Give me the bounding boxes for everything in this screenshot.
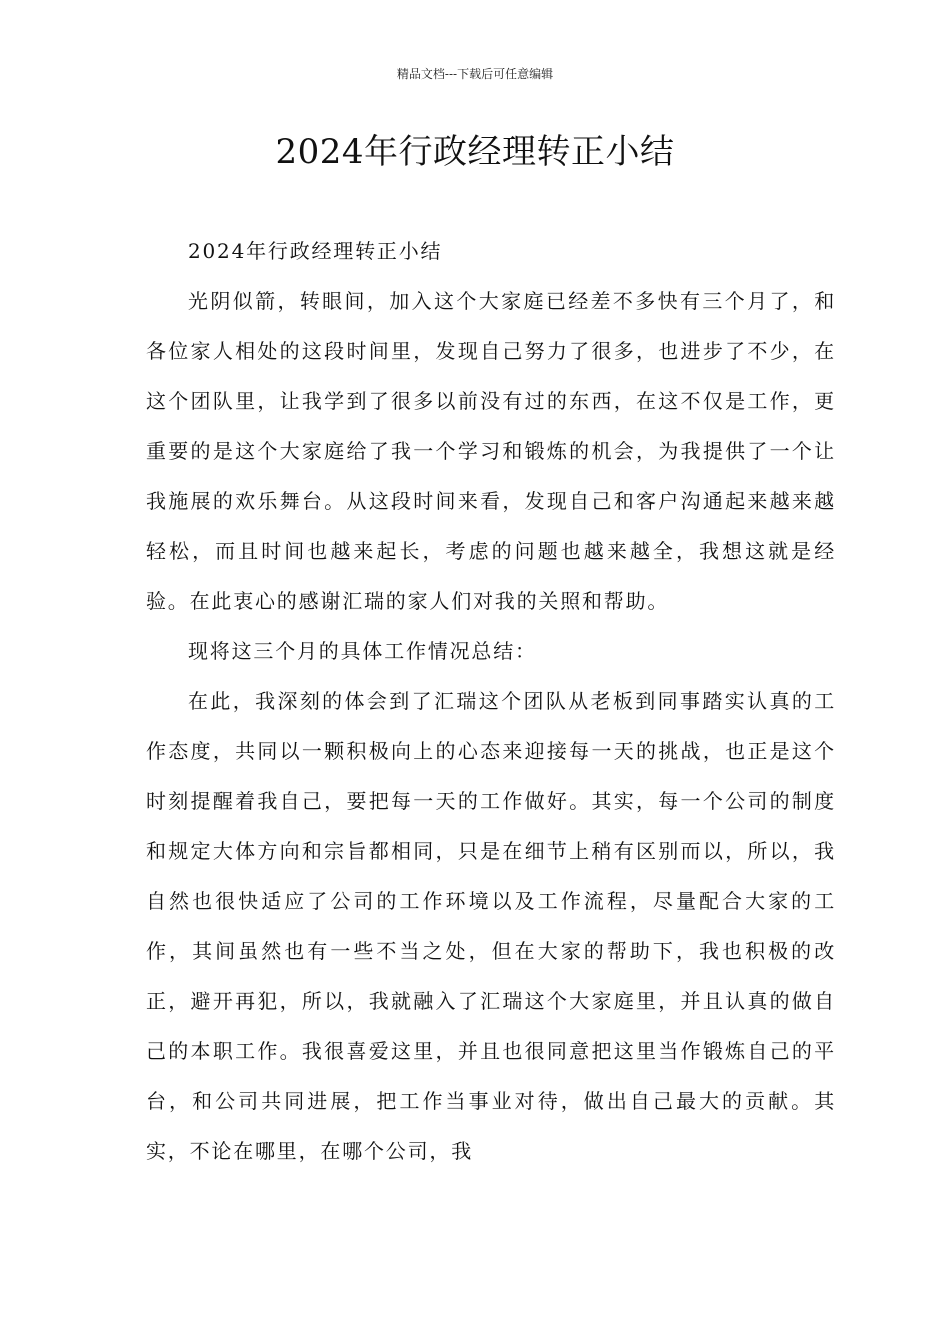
document-body (146, 226, 836, 1176)
document-title: 2024年行政经理转正小结 (275, 132, 675, 172)
paragraph-summary-heading: 现将这三个月的具体工作情况总结： (188, 639, 537, 663)
header-note: 精品文档---下载后可任意编辑 (396, 67, 554, 81)
paragraph-subtitle: 2024年行政经理转正小结 (188, 239, 443, 263)
paragraph-intro: 光阴似箭，转眼间，加入这个大家庭已经差不多快有三个月了，和各位家人相处的这段时间里，发现自己努力了很多，也进步了不少，在这个团队里，让我学到了很多以前没有过的东西，在这不仅是工作，更重要的是这个大家庭给了我一个学习和锻炼的机会，为我提供了一个让我施展的欢乐舞台。从这段时间来看，发现自己和客户沟通起来越来越轻松，而且时间也越来起长，考虑的问题也越来越全，我想这就是经验。在此衷心的感谢汇瑞的家人们对我的关照和帮助。 (146, 289, 836, 613)
paragraph-details: 在此，我深刻的体会到了汇瑞这个团队从老板到同事踏实认真的工作态度，共同以一颗积极向上的心态来迎接每一天的挑战，也正是这个时刻提醒着我自己，要把每一天的工作做好。其实，每一个公司的制度和规定大体方向和宗旨都相同，只是在细节上稍有区别而以，所以，我自然也很快适应了公司的工作环境以及工作流程，尽量配合大家的工作，其间虽然也有一些不当之处，但在大家的帮助下，我也积极的改正，避开再犯，所以，我就融入了汇瑞这个大家庭里，并且认真的做自己的本职工作。我很喜爱这里，并且也很同意把这里当作锻炼自己的平台，和公司共同进展，把工作当事业对待，做出自己最大的贡献。其实，不论在哪里，在哪个公司，我 (146, 689, 836, 1163)
